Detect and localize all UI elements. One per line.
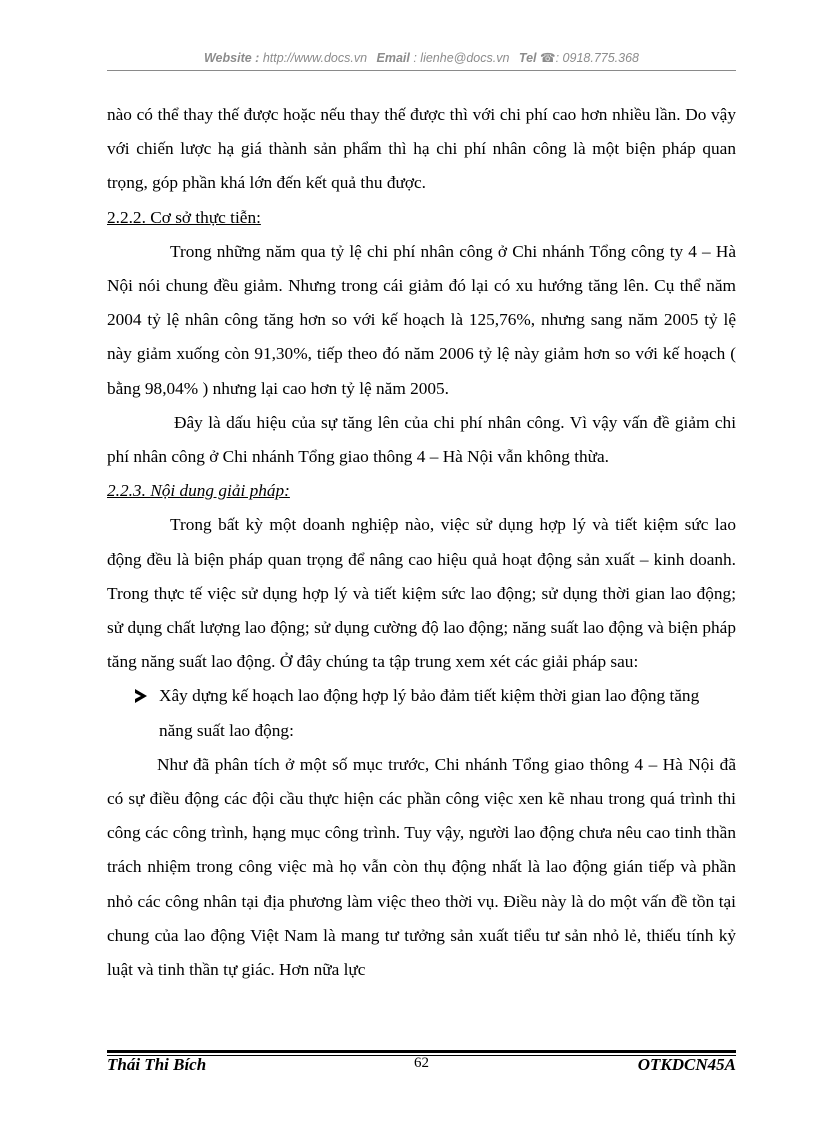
section-heading-2-2-3: 2.2.3. Nội dung giải pháp: [107, 481, 290, 501]
footer-code: OTKDCN45A [637, 1055, 736, 1074]
website-value: http://www.docs.vn [262, 51, 368, 65]
tel-value: : 0918.775.368 [555, 51, 640, 65]
paragraph-4: Trong bất kỳ một doanh nghiệp nào, việc sử dụng hợp lý và tiết kiệm sức lao động đều là biện pháp quan trọng để nâng cao hiệu quả hoạt động sản xuất – kinh doanh. Trong thực tế việc sử dụng hợp lý và tiết kiệm sức lao động; sử dụng thời gian lao động; sử dụng chất lượng lao động; sử dụng cường độ lao động; năng suất lao động và biện pháp tăng năng suất lao động. Ở đây chúng ta tập trung xem xét các giải pháp sau: [107, 515, 736, 672]
arrow-bullet-icon [135, 689, 147, 703]
phone-icon: ☎ [540, 51, 556, 65]
section-heading-2-2-2: 2.2.2. Cơ sở thực tiễn: [107, 207, 261, 227]
bullet-item [107, 679, 736, 747]
paragraph-2: Trong những năm qua tỷ lệ chi phí nhân công ở Chi nhánh Tổng công ty 4 – Hà Nội nói chung đều giảm. Nhưng trong cái giảm đó lại có xu hướng tăng lên. Cụ thể năm 2004 tỷ lệ nhân công tăng hơn so với kế hoạch là 125,76%, nhưng sang năm 2005 tỷ lệ này giảm xuống còn 91,30%, tiếp theo đó năm 2006 tỷ lệ này giảm hơn so với kế hoạch ( bằng 98,04% ) nhưng lại cao hơn tỷ lệ năm 2005. [107, 241, 736, 398]
page-body [107, 98, 736, 987]
paragraph-3: Đây là dấu hiệu của sự tăng lên của chi phí nhân công. Vì vậy vấn đề giảm chi phí nhân công ở Chi nhánh Tổng giao thông 4 – Hà Nội vẫn không thừa. [107, 412, 736, 467]
page-header [107, 50, 736, 65]
bullet-text: Xây dựng kế hoạch lao động hợp lý bảo đảm tiết kiệm thời gian lao động tăng năng suất lao động: [159, 686, 700, 740]
email-label: Email [376, 51, 410, 65]
page-number: 62 [414, 1055, 429, 1071]
email-value: : lienhe@docs.vn [413, 51, 510, 65]
paragraph-5: Như đã phân tích ở một số mục trước, Chi nhánh Tổng giao thông 4 – Hà Nội đã có sự điều động các đội cầu thực hiện các phần công việc xen kẽ nhau trong quá trình thi công các công trình, hạng mục công trình. Tuy vậy, người lao động chưa nêu cao tinh thần trách nhiệm trong công việc mà họ vẫn còn thụ động nhất là lao động gián tiếp và phần nhỏ các công nhân tại địa phương làm việc theo thời vụ. Điều này là do một vấn đề tồn tại chung của lao động Việt Nam là mang tư tưởng sản xuất tiểu tư sản nhỏ lẻ, thiếu tính kỷ luật và tinh thần tự giác. Hơn nữa lực [107, 754, 736, 980]
website-label: Website : [203, 51, 260, 65]
footer-divider-thick [107, 1050, 736, 1053]
header-divider [107, 70, 736, 71]
page-footer [107, 1055, 736, 1079]
footer-author: Thái Thi Bích [107, 1055, 207, 1074]
tel-label: Tel [518, 51, 537, 65]
paragraph-1: nào có thể thay thế được hoặc nếu thay thế được thì với chi phí cao hơn nhiều lần. Do vậy với chiến lược hạ giá thành sản phẩm thì hạ chi phí nhân công là một biện pháp quan trọng, góp phần khá lớn đến kết quả thu được. [107, 105, 736, 193]
